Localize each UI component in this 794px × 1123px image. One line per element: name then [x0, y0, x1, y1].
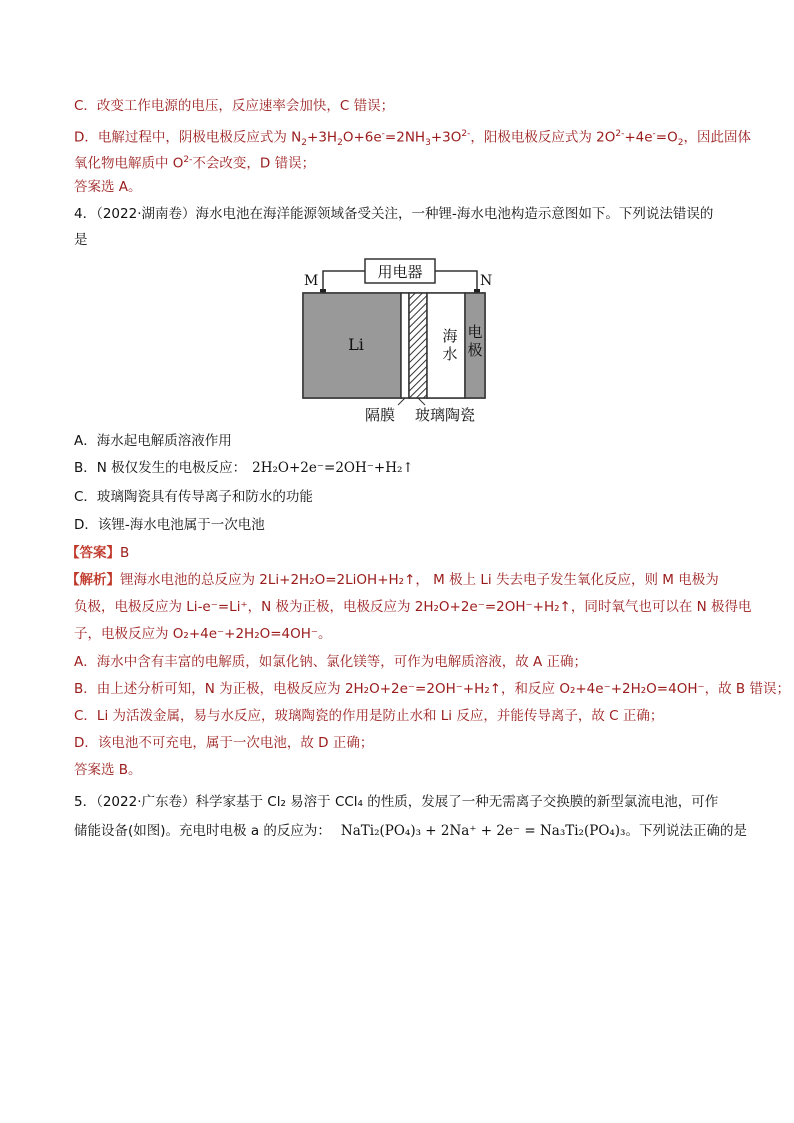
terminal-m-label: M [304, 273, 319, 289]
wire-left [323, 271, 365, 292]
q4-option-b: B．N 极仅发生的电极反应： 2H₂O+2e⁻=2OH⁻+H₂↑ [74, 460, 414, 476]
q5-stem-line2: 储能设备(如图)。充电时电极 a 的反应为： NaTi₂(PO₄)₃ + 2Na⁺ + 2e⁻ = Na₃Ti₂(PO₄)₃。下列说法正确的是 [74, 823, 747, 839]
q5-stem-line1: 5．（2022·广东卷）科学家基于 Cl₂ 易溶于 CCl₄ 的性质，发展了一种无需离子交换膜的新型氯流电池，可作 [74, 794, 719, 810]
separator-label: 隔膜 [365, 406, 396, 424]
q4-analysis-line2: 负极，电极反应为 Li-e⁻=Li⁺，N 极为正极，电极反应为 2H₂O+2e⁻=2OH⁻+H₂↑，同时氧气也可以在 N 极得电 [74, 599, 752, 615]
q4-stem-line1: 4．（2022·湖南卷）海水电池在海洋能源领域备受关注，一种锂-海水电池构造示意图如下。下列说法错误的 [74, 206, 714, 222]
prev-answer: 答案选 A。 [74, 179, 142, 195]
electrode-label-2: 极 [467, 341, 483, 359]
q4-answer: 【答案】B [66, 545, 130, 561]
battery-diagram [290, 255, 510, 430]
q4-option-a: A．海水起电解质溶液作用 [74, 433, 232, 449]
electrode-label-1: 电 [467, 323, 483, 341]
q4-analysis-line3: 子，电极反应为 O₂+4e⁻+2H₂O=4OH⁻。 [74, 626, 332, 642]
ceramic-leader [418, 398, 425, 405]
glass-ceramic [409, 293, 427, 398]
ceramic-label: 玻璃陶瓷 [415, 406, 476, 424]
q4-analysis-b: B．由上述分析可知，N 为正极，电极反应为 2H₂O+2e⁻=2OH⁻+H₂↑，和反应 O₂+4e⁻+2H₂O=4OH⁻，故 B 错误； [74, 681, 790, 697]
prev-option-d-line2: 氧化物电解质中 $O^{2-}$不会改变，D 错误； [74, 155, 316, 172]
q4-option-c: C．玻璃陶瓷具有传导离子和防水的功能 [74, 489, 313, 505]
q4-stem-line2: 是 [74, 232, 88, 248]
terminal-n-label: N [480, 273, 493, 289]
q4-analysis-a: A．海水中含有丰富的电解质，如氯化钠、氯化镁等，可作为电解质溶液，故 A 正确； [74, 654, 588, 670]
seawater-label-1: 海 [442, 327, 458, 345]
q4-final-answer: 答案选 B。 [74, 762, 142, 778]
wire-right [435, 271, 477, 292]
q4-analysis-line1: 【解析】锂海水电池的总反应为 2Li+2H₂O=2LiOH+H₂↑， M 极上 Li 失去电子发生氧化反应，则 M 电极为 [66, 572, 719, 588]
prev-option-c: C．改变工作电源的电压，反应速率会加快，C 错误； [74, 98, 395, 114]
q4-option-d: D．该锂-海水电池属于一次电池 [74, 517, 265, 533]
separator-leader [398, 398, 405, 405]
device-label: 用电器 [377, 263, 423, 281]
prev-option-d-line1: D．电解过程中，阴极电极反应式为 $N_2+3H_2O+6e^-=2NH_3+3O^{2-}$，阳极电极反应式为 $2O^{2-}+4e^-=O_2$，因此固体 [74, 129, 751, 149]
q4-analysis-c: C．Li 为活泼金属，易与水反应，玻璃陶瓷的作用是防止水和 Li 反应，并能传导离子，故 C 正确； [74, 708, 664, 724]
li-label: Li [348, 335, 364, 354]
seawater-label-2: 水 [442, 345, 458, 363]
separator [401, 293, 409, 398]
q4-analysis-d: D．该电池不可充电，属于一次电池，故 D 正确； [74, 735, 374, 751]
